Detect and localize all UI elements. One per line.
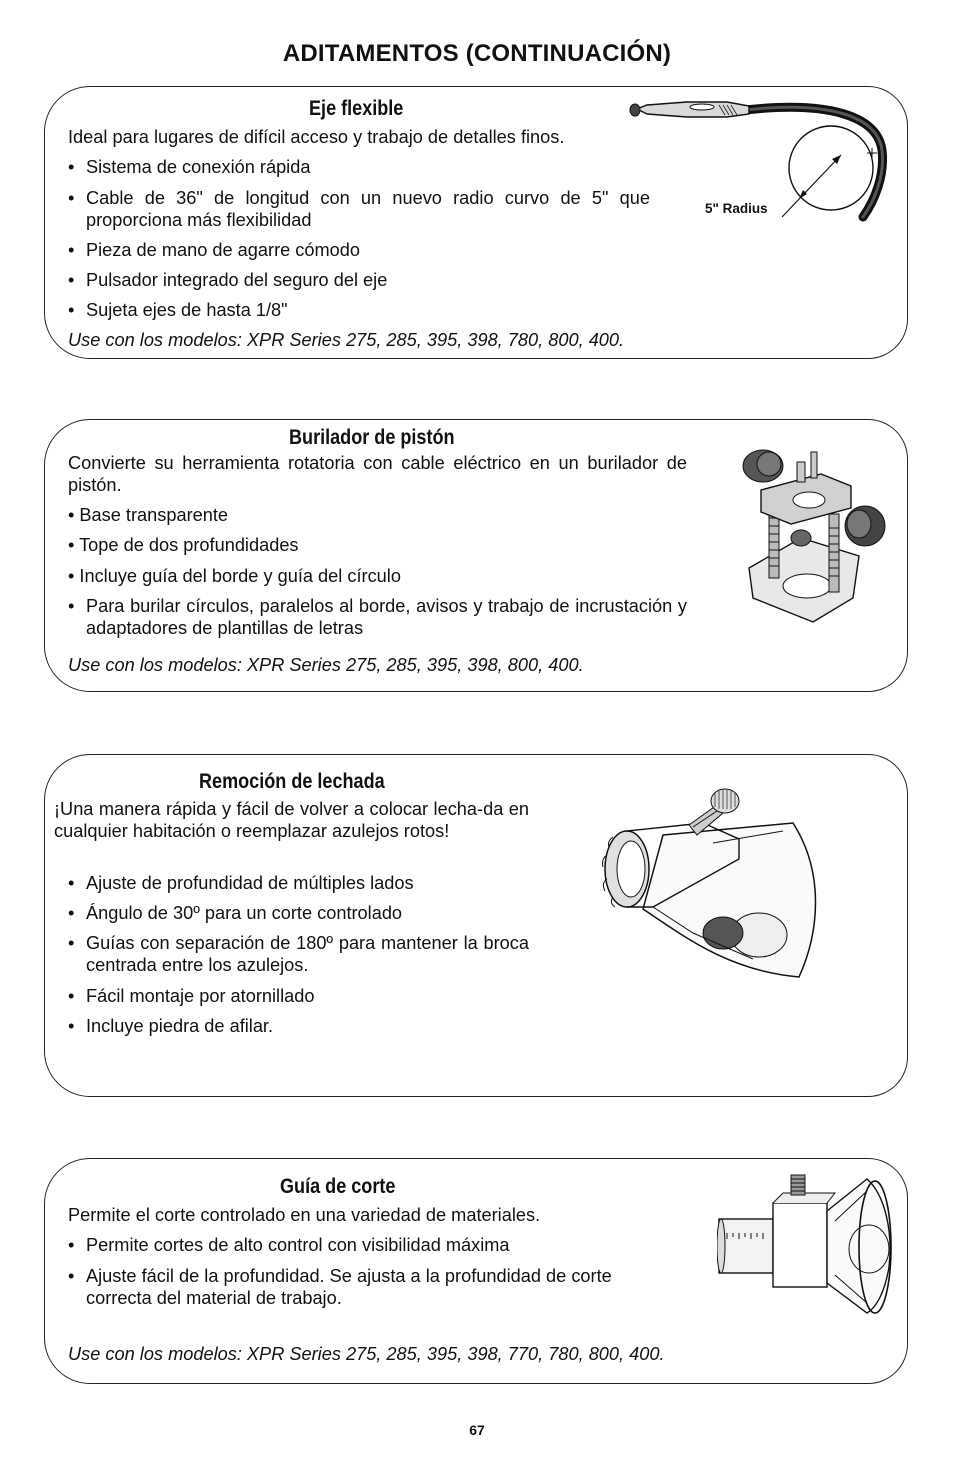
list-item: • Incluye guía del borde y guía del círculo [68,566,401,586]
list-item: • Pieza de mano de agarre cómodo [68,240,360,260]
section-eje-flexible [44,86,908,359]
list-item: • Pulsador integrado del seguro del eje [68,270,388,290]
list-item: • Incluye piedra de afilar. [68,1016,274,1036]
list-item: • Para burilar círculos, paralelos al borde, avisos y trabajo de incrustación y adaptadores de plantillas de letras [68,596,687,638]
section-title: Burilador de pistón [289,426,455,449]
radius-label: 5" Radius [705,201,768,216]
page-title: ADITAMENTOS (CONTINUACIÓN) [282,40,672,67]
section-title: Guía de corte [280,1175,396,1198]
compatible-models: Use con los modelos: XPR Series 275, 285, 395, 398, 800, 400. [68,655,584,675]
list-item: • Sujeta ejes de hasta 1/8" [68,300,288,320]
plunge-router-icon [741,438,891,624]
section-remocion-de-lechada [44,754,908,1097]
section-intro: Ideal para lugares de difícil acceso y trabajo de detalles finos. [68,127,565,147]
list-item: • Fácil montaje por atornillado [68,986,315,1006]
list-item: • Base transparente [68,505,229,525]
list-item: • Sistema de conexión rápida [68,157,311,177]
section-intro: Permite el corte controlado en una variedad de materiales. [68,1205,541,1225]
section-burilador-de-piston [44,419,908,692]
section-title: Eje flexible [309,97,404,120]
compatible-models: Use con los modelos: XPR Series 275, 285, 395, 398, 770, 780, 800, 400. [68,1344,665,1364]
list-item: • Ajuste de profundidad de múltiples lados [68,873,414,893]
section-intro: Convierte su herramienta rotatoria con cable eléctrico en un burilador de pistón. [68,453,687,495]
list-item: • Cable de 36" de longitud con un nuevo radio curvo de 5" que proporciona más flexibilidad [68,188,650,230]
section-guia-de-corte [44,1158,908,1384]
list-item: • Tope de dos profundidades [68,535,299,555]
grout-removal-icon [593,783,829,987]
section-intro: ¡Una manera rápida y fácil de volver a colocar lecha-da en cualquier habitación o reemplazar azulejos rotos! [54,799,529,841]
list-item: • Guías con separación de 180º para mantener la broca centrada entre los azulejos. [68,933,529,975]
page-number: 67 [469,1422,485,1438]
cutting-guide-icon [717,1171,897,1321]
list-item: • Ajuste fácil de la profundidad. Se ajusta a la profundidad de corte correcta del material de trabajo. [68,1266,612,1308]
section-title: Remoción de lechada [199,770,385,793]
compatible-models: Use con los modelos: XPR Series 275, 285, 395, 398, 780, 800, 400. [68,330,625,350]
list-item: • Permite cortes de alto control con visibilidad máxima [68,1235,510,1255]
list-item: • Ángulo de 30º para un corte controlado [68,903,403,923]
